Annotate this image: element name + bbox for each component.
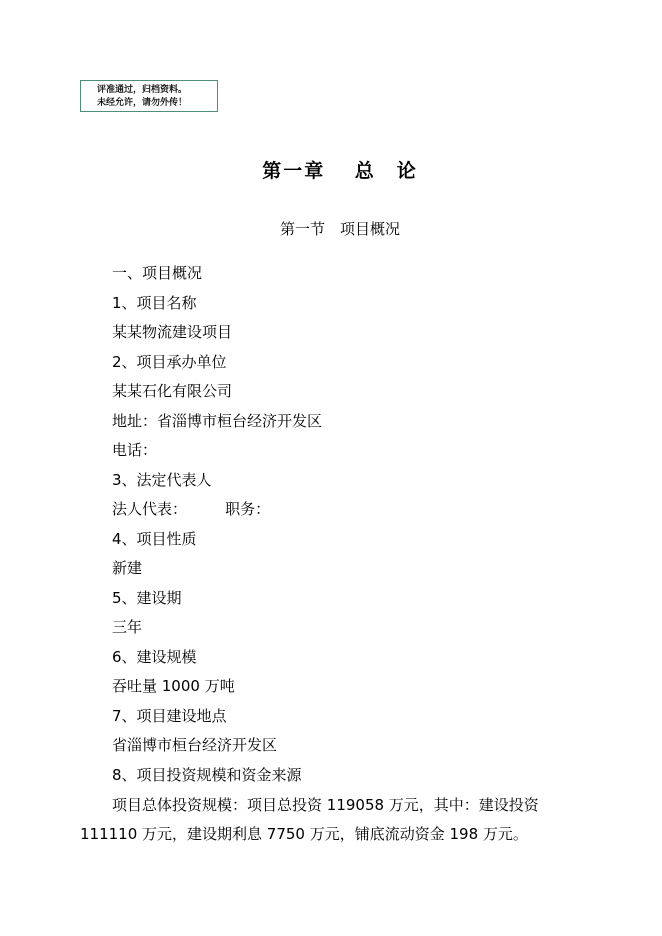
item-heading-construction-scale: 6、建设规模 bbox=[112, 648, 197, 666]
item-heading-legal-representative: 3、法定代表人 bbox=[112, 471, 212, 489]
legal-representative-line: 法人代表： 职务： bbox=[112, 500, 271, 518]
item-heading-construction-period: 5、建设期 bbox=[112, 589, 182, 607]
phone-line: 电话： bbox=[112, 441, 158, 459]
item-heading-project-name: 1、项目名称 bbox=[112, 294, 197, 312]
investment-paragraph-line-1: 项目总体投资规模：项目总投资 119058 万元，其中：建设投资 bbox=[112, 796, 539, 814]
stamp-line-1: 评准通过，归档资料。 bbox=[97, 85, 188, 95]
project-name-value: 某某物流建设项目 bbox=[112, 323, 233, 341]
construction-scale-value: 吞吐量 1000 万吨 bbox=[112, 677, 235, 695]
address-line: 地址：省淄博市桓台经济开发区 bbox=[112, 412, 323, 430]
chapter-title: 第一章 总 论 bbox=[262, 160, 418, 182]
stamp-line-2: 未经允许，请勿外传！ bbox=[97, 98, 188, 108]
item-heading-investment-scale: 8、项目投资规模和资金来源 bbox=[112, 766, 302, 784]
undertaking-unit-value: 某某石化有限公司 bbox=[112, 382, 233, 400]
section-title: 第一节 项目概况 bbox=[279, 220, 400, 238]
item-heading-construction-site: 7、项目建设地点 bbox=[112, 707, 227, 725]
investment-paragraph-line-2: 111110 万元，建设期利息 7750 万元，铺底流动资金 198 万元。 bbox=[80, 825, 528, 843]
construction-period-value: 三年 bbox=[112, 618, 143, 636]
confidential-stamp bbox=[80, 80, 218, 112]
item-heading-project-nature: 4、项目性质 bbox=[112, 530, 197, 548]
project-nature-value: 新建 bbox=[112, 559, 143, 577]
construction-site-value: 省淄博市桓台经济开发区 bbox=[112, 736, 278, 754]
item-heading-undertaking-unit: 2、项目承办单位 bbox=[112, 353, 227, 371]
heading-project-overview: 一、项目概况 bbox=[112, 264, 203, 282]
